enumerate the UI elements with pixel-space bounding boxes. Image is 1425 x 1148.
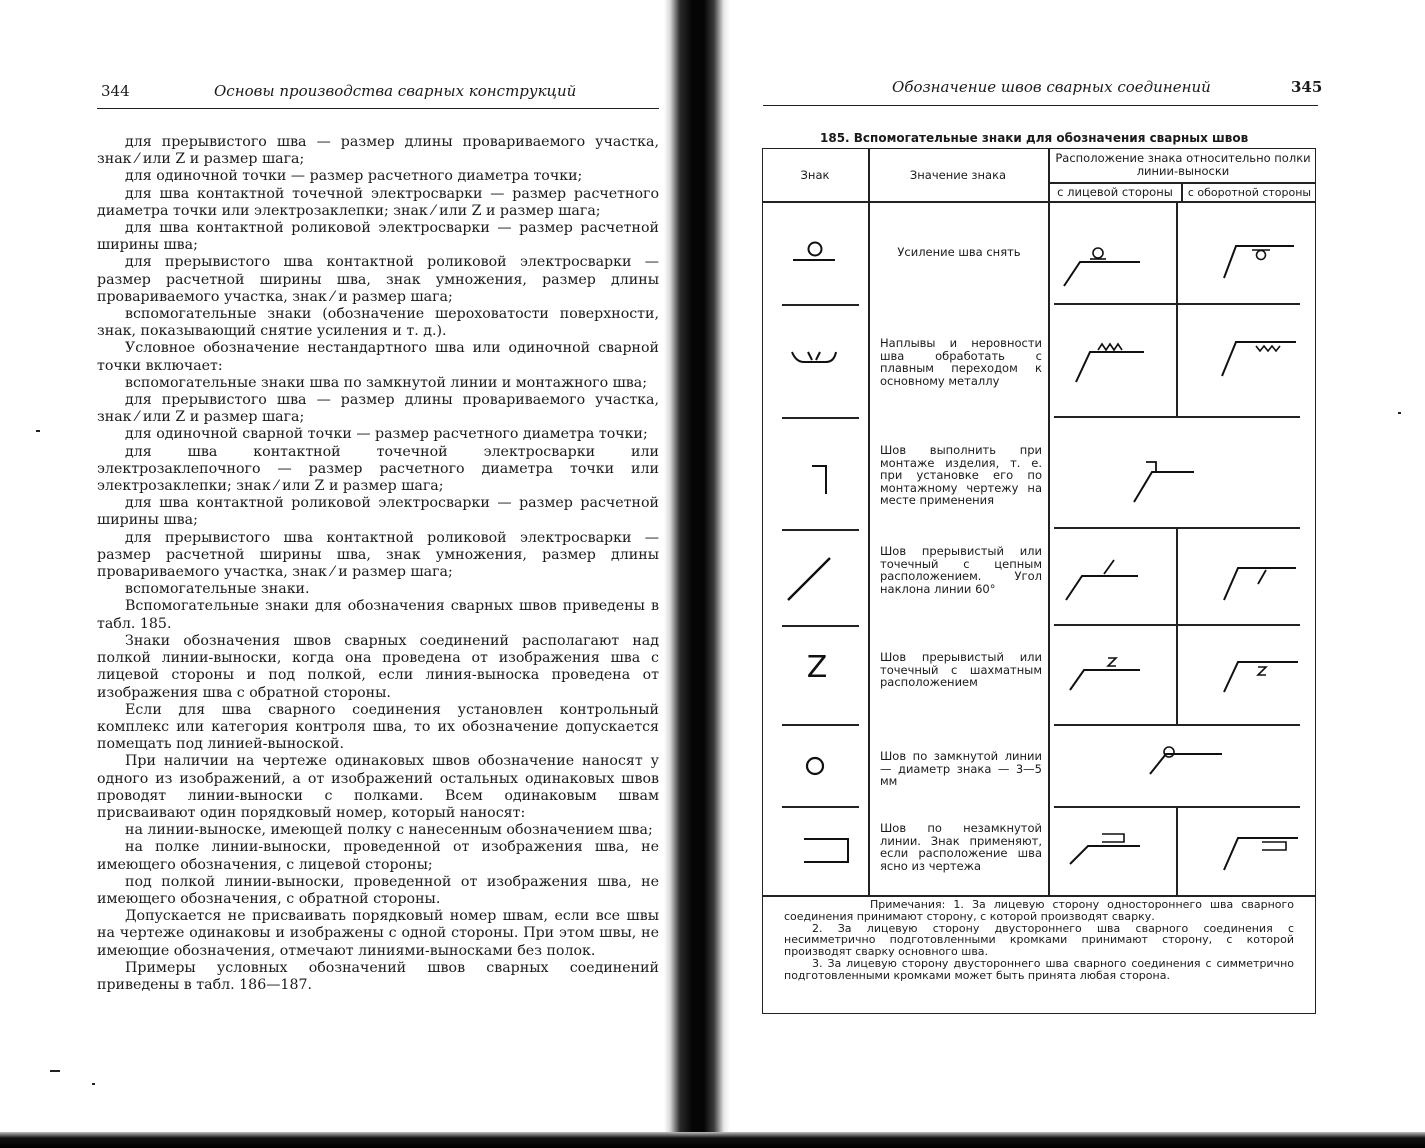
- paragraph: для одиночной сварной точки — размер расчетного диаметра точки;: [125, 426, 648, 443]
- paragraph: под полкой линии-выноски, проведенной от изображения шва, не имеющего обозначения, с обратной стороны.: [97, 873, 659, 907]
- table-row-rule: [1054, 724, 1300, 726]
- paragraph: Допускается не присваивать порядковый номер швам, если все швы на чертеже одинаковы и изображены с одной стороны. При этом швы, не имеющие обозначения, отмечают линиями-выносками без полок.: [97, 908, 659, 959]
- table-note: 2. За лицевую сторону двустороннего шва сварного соединения с несимметрично подготовленными кромками принимают сторону, с которой производят сварку основного шва.: [784, 921, 1294, 959]
- z-glyph: Z: [806, 650, 828, 685]
- paragraph: для шва контактной точечной электросварки или электрозаклепочного — размер расчетного диаметра точки или электрозаклепки; знак ⁄ или Z и размер шага;: [97, 443, 659, 495]
- table-col-divider: [1176, 807, 1178, 896]
- leader-closed-contour-icon: [1144, 742, 1228, 778]
- leader-back-chain-icon: [1218, 560, 1300, 604]
- header-placement: Расположение знака относительно полки линии-выноски: [1055, 151, 1311, 178]
- table-col-divider: [1176, 202, 1178, 417]
- leader-front-smooth-transition-icon: [1068, 336, 1148, 386]
- paragraph: Примеры условных обозначений швов сварных соединений приведены в табл. 186—187.: [97, 959, 659, 993]
- paragraph: При наличии на чертеже одинаковых швов обозначение наносят у одного из изображений, а от изображений остальных одинаковых швов проводят линии-выноски с полками. Всем одинаковым швам присваивают один порядковый номер, который наносят:: [97, 753, 659, 821]
- leader-front-staggered-icon: [1064, 652, 1144, 694]
- table-notes-rule: [762, 895, 1316, 897]
- table-row-rule: [782, 529, 859, 531]
- table-row-rule: [1054, 806, 1300, 808]
- book-binding-gutter: [664, 0, 730, 1148]
- paragraph: на полке линии-выноски, проведенной от изображения шва, не имеющего обозначения, с лицевой стороны;: [97, 839, 659, 873]
- table-col-divider: [868, 148, 870, 896]
- table-notes: [784, 899, 1294, 982]
- left-page-number: 344: [101, 82, 130, 100]
- table-row-rule: [782, 724, 859, 726]
- table-header-rule: [1048, 182, 1316, 184]
- smooth-transition-icon: [790, 342, 840, 366]
- assembly-weld-icon: [808, 460, 832, 498]
- staggered-intermittent-icon: [800, 648, 834, 685]
- header-front-side: с лицевой стороны: [1057, 185, 1173, 199]
- meaning-cell: Шов прерывистый или точечный с цепным расположением. Угол наклона линии 60°: [880, 544, 1042, 596]
- table-row-rule: [1054, 624, 1300, 626]
- paragraph: Если для шва сварного соединения установлен контрольный комплекс или категория контроля шва, то их обозначение допускается помещать под линией-выноской.: [97, 701, 659, 753]
- scan-speck: [92, 1083, 95, 1085]
- table-col-divider: [1048, 148, 1050, 896]
- open-contour-icon: [800, 836, 854, 866]
- left-page-body: [97, 134, 659, 994]
- meaning-cell: Шов выполнить при монтаже изделия, т. е. при установке его по монтажному чертежу на месте применения: [880, 443, 1042, 508]
- right-page-number: 345: [1291, 78, 1323, 96]
- table-header-rule: [762, 201, 1316, 203]
- paragraph: для прерывистого шва — размер длины провариваемого участка, знак ⁄ или Z и размер шага;: [97, 134, 659, 168]
- chain-intermittent-icon: [782, 552, 836, 604]
- scan-bottom-edge: [0, 1132, 1425, 1148]
- paragraph: для прерывистого шва — размер длины провариваемого участка, знак ⁄ или Z и размер шага;: [97, 392, 659, 426]
- table-row-rule: [1054, 527, 1300, 529]
- leader-back-open-contour-icon: [1218, 830, 1302, 874]
- paragraph: на линии-выноске, имеющей полку с нанесенным обозначением шва;: [125, 822, 653, 839]
- paragraph: для прерывистого шва контактной роликовой электросварки — размер расчетной ширины шва, знак умножения, размер длины провариваемого участка, знак ⁄ и размер шага;: [97, 254, 659, 305]
- right-header-rule: [763, 105, 1318, 106]
- header-meaning: Значение знака: [909, 168, 1007, 182]
- table-row-rule: [782, 417, 859, 419]
- leader-front-open-contour-icon: [1064, 828, 1144, 868]
- paragraph: для шва контактной точечной электросварки — размер расчетного диаметра точки или электрозаклепки; знак ⁄ или Z и размер шага;: [97, 185, 659, 219]
- left-header-rule: [97, 108, 659, 109]
- scan-speck: [36, 430, 40, 432]
- paragraph: Условное обозначение нестандартного шва или одиночной сварной точки включает:: [97, 340, 659, 374]
- leader-front-chain-icon: [1062, 558, 1142, 604]
- remove-reinforcement-icon: [790, 236, 840, 266]
- meaning-cell: Наплывы и неровности шва обработать с плавным переходом к основному металлу: [880, 336, 1042, 388]
- leader-back-staggered-icon: [1218, 656, 1302, 696]
- leader-back-remove-reinforcement-icon: [1218, 238, 1298, 282]
- paragraph: Знаки обозначения швов сварных соединений располагают над полкой линии-выноски, когда она проведена от изображения шва с лицевой стороны и под полкой, если линия-выноска проведена от изображения шва с обратной стороны.: [97, 632, 659, 701]
- paragraph: для прерывистого шва контактной роликовой электросварки — размер расчетной ширины шва, знак умножения, размер длины провариваемого участка, знак ⁄ и размер шага;: [97, 529, 659, 581]
- paragraph: для шва контактной роликовой электросварки — размер расчетной ширины шва;: [97, 220, 659, 254]
- right-running-title: Обозначение швов сварных соединений: [892, 78, 1211, 96]
- table-note: Примечания: 1. За лицевую сторону одностороннего шва сварного соединения принимают сторону, с которой производят сварку.: [784, 898, 1294, 923]
- meaning-cell: Шов по незамкнутой линии. Знак применяют, если расположение шва ясно из чертежа: [880, 821, 1042, 873]
- meaning-cell: Шов прерывистый или точечный с шахматным расположением: [880, 650, 1042, 690]
- left-running-title: Основы производства сварных конструкций: [214, 82, 577, 100]
- leader-back-smooth-transition-icon: [1216, 336, 1302, 380]
- leader-front-remove-reinforcement-icon: [1058, 240, 1148, 290]
- paragraph: Вспомогательные знаки для обозначения сварных швов приведены в табл. 185.: [97, 598, 659, 632]
- table-col-divider: [1176, 527, 1178, 725]
- table-row-rule: [782, 304, 859, 306]
- meaning-cell: Усиление шва снять: [897, 245, 1021, 259]
- header-back-side: с оборотной стороны: [1187, 186, 1312, 199]
- leader-assembly-weld-icon: [1128, 456, 1200, 506]
- paragraph: вспомогательные знаки шва по замкнутой линии и монтажного шва;: [125, 374, 648, 391]
- scan-speck: [1398, 412, 1401, 414]
- scan-speck: [50, 1070, 60, 1072]
- table-caption: 185. Вспомогательные знаки для обозначения сварных швов: [820, 131, 1249, 145]
- paragraph: для шва контактной роликовой электросварки — размер расчетной ширины шва;: [97, 495, 659, 529]
- paragraph: для одиночной точки — размер расчетного диаметра точки;: [125, 168, 583, 185]
- header-sign: Знак: [800, 168, 830, 182]
- paragraph: вспомогательные знаки (обозначение шероховатости поверхности, знак, показывающий снятие усиления и т. д.).: [97, 306, 659, 340]
- table-row-rule: [1054, 416, 1300, 418]
- table-note: 3. За лицевую сторону двустороннего шва сварного соединения с симметрично подготовленными кромками может быть принята любая сторона.: [784, 956, 1294, 982]
- table-row-rule: [782, 625, 859, 627]
- paragraph: вспомогательные знаки.: [125, 581, 310, 598]
- table-row-rule: [782, 806, 859, 808]
- meaning-cell: Шов по замкнутой линии — диаметр знака — 3—5 мм: [880, 749, 1042, 789]
- table-row-rule: [1054, 303, 1300, 305]
- closed-contour-icon: [802, 753, 828, 779]
